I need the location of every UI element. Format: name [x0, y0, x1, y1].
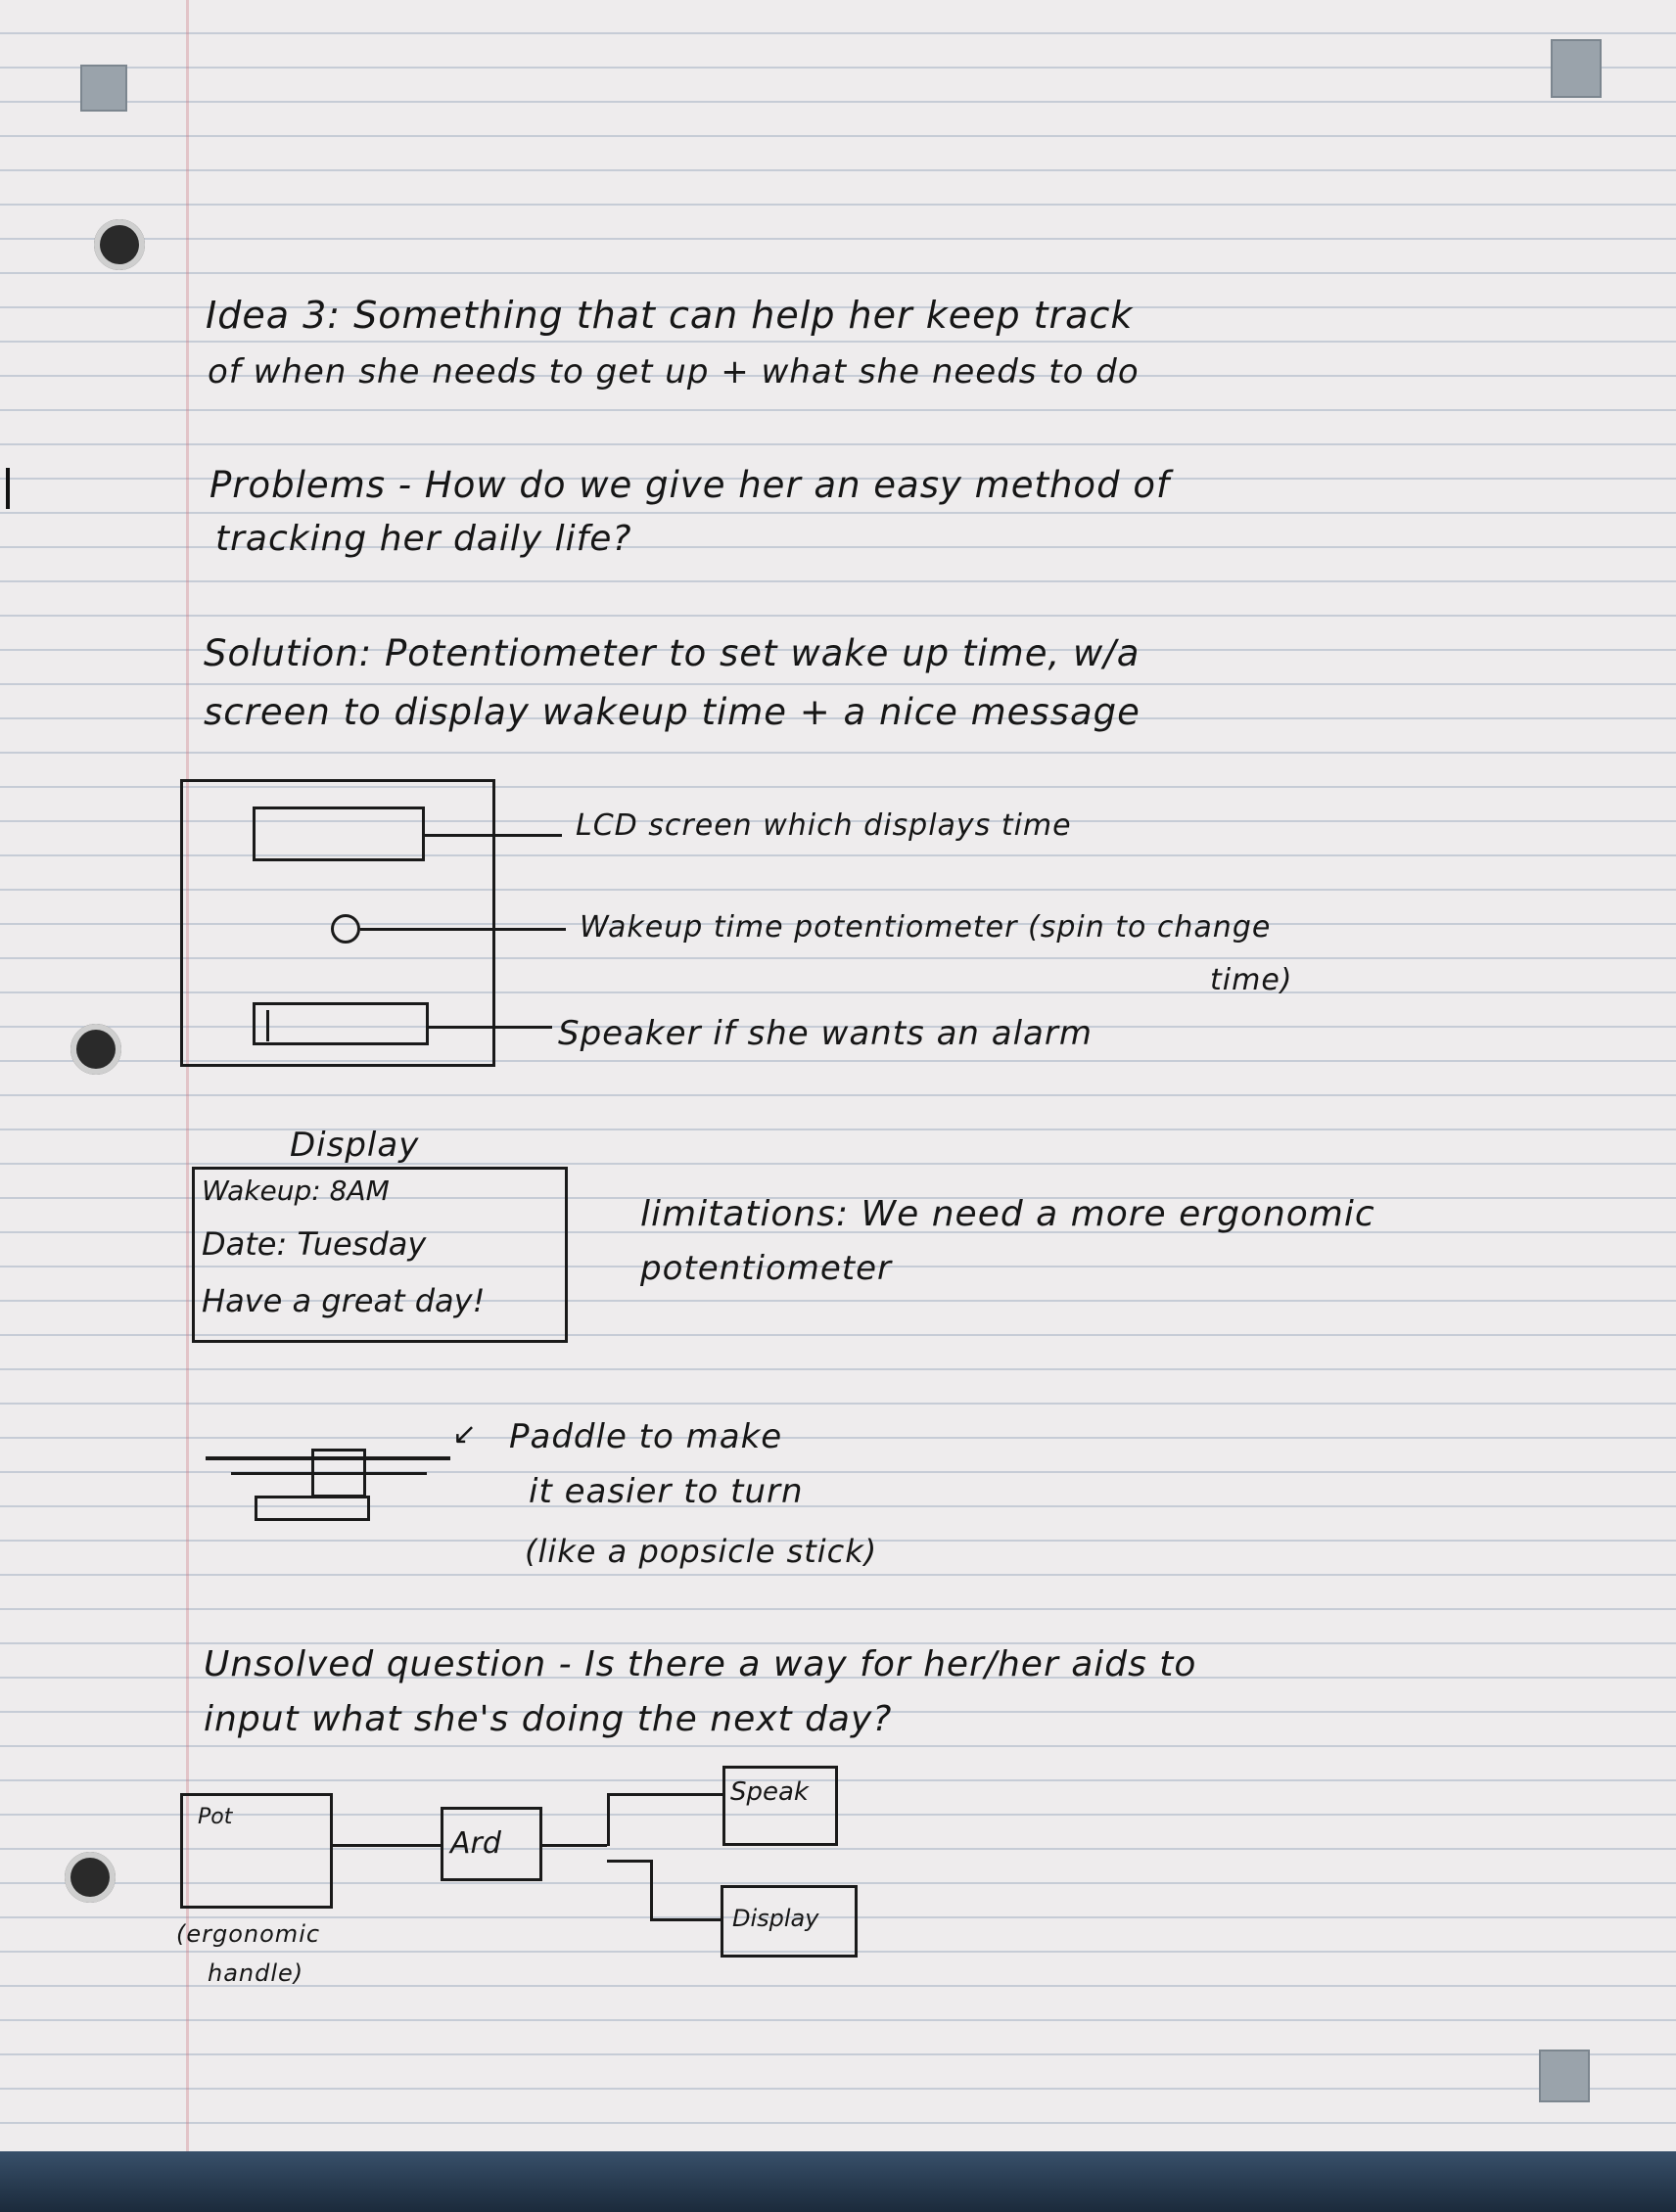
display-line-date: Date: Tuesday — [202, 1225, 427, 1263]
ard-to-display-horizontal-2 — [650, 1918, 722, 1921]
paddle-arrow: ↙ — [452, 1417, 479, 1452]
scanner-edge — [0, 2151, 1676, 2212]
potentiometer-label-line-1: Wakeup time potentiometer (spin to change — [580, 910, 1272, 945]
lcd-screen-label: LCD screen which displays time — [576, 808, 1072, 843]
potentiometer-sketch — [331, 914, 360, 944]
problems-line-1: Problems - How do we give her an easy method of — [210, 464, 1170, 506]
pot-note-line-2: handle) — [208, 1959, 304, 1987]
ard-block-label: Ard — [450, 1826, 501, 1861]
paddle-label-line-2: it easier to turn — [529, 1472, 804, 1511]
display-block-label: Display — [732, 1905, 819, 1932]
paddle-knob-stem — [311, 1449, 366, 1498]
speaker-leader-line — [429, 1026, 552, 1029]
speaker-mark — [266, 1010, 269, 1041]
corner-marker-top-left — [80, 65, 127, 112]
lcd-screen-sketch — [253, 806, 425, 861]
idea-line-2: of when she needs to get up + what she needs to do — [208, 352, 1140, 392]
speaker-sketch — [253, 1002, 429, 1045]
punch-hole-top — [94, 219, 145, 270]
edge-mark — [6, 468, 10, 509]
ard-branch-line — [542, 1844, 607, 1847]
limitations-line-1: limitations: We need a more ergonomic — [640, 1194, 1375, 1234]
display-line-message: Have a great day! — [202, 1282, 486, 1319]
paddle-label-line-1: Paddle to make — [509, 1417, 783, 1456]
ard-to-display-vertical — [650, 1860, 653, 1920]
pot-note-line-1: (ergonomic — [176, 1920, 321, 1948]
pot-block-label: Pot — [198, 1805, 233, 1829]
unsolved-line-2: input what she's doing the next day? — [204, 1699, 893, 1739]
solution-line-2: screen to display wakeup time + a nice message — [204, 691, 1141, 733]
punch-hole-bottom — [65, 1852, 116, 1903]
speak-block-label: Speak — [730, 1777, 809, 1807]
corner-marker-bottom-right — [1539, 2050, 1590, 2102]
paddle-knob-base — [255, 1496, 370, 1521]
display-sketch-title: Display — [290, 1126, 420, 1165]
corner-marker-top-right — [1551, 39, 1602, 98]
ard-to-speak-horizontal — [607, 1793, 722, 1796]
solution-line-1: Solution: Potentiometer to set wake up time, w/a — [204, 632, 1141, 674]
potentiometer-label-line-2: time) — [1210, 963, 1293, 997]
unsolved-line-1: Unsolved question - Is there a way for her/her aids to — [204, 1644, 1197, 1684]
ard-to-speak-vertical — [607, 1793, 610, 1846]
speaker-label: Speaker if she wants an alarm — [558, 1014, 1093, 1053]
punch-hole-middle — [70, 1024, 121, 1075]
paddle-label-line-3: (like a popsicle stick) — [525, 1533, 878, 1570]
pot-leader-line — [360, 928, 566, 931]
limitations-line-2: potentiometer — [640, 1249, 893, 1288]
display-line-wakeup: Wakeup: 8AM — [202, 1175, 390, 1207]
pot-to-ard-line — [333, 1844, 441, 1847]
idea-line-1: Idea 3: Something that can help her keep track — [206, 294, 1134, 337]
ard-to-display-horizontal — [607, 1860, 652, 1863]
problems-line-2: tracking her daily life? — [215, 519, 632, 559]
lcd-leader-line — [425, 834, 562, 837]
